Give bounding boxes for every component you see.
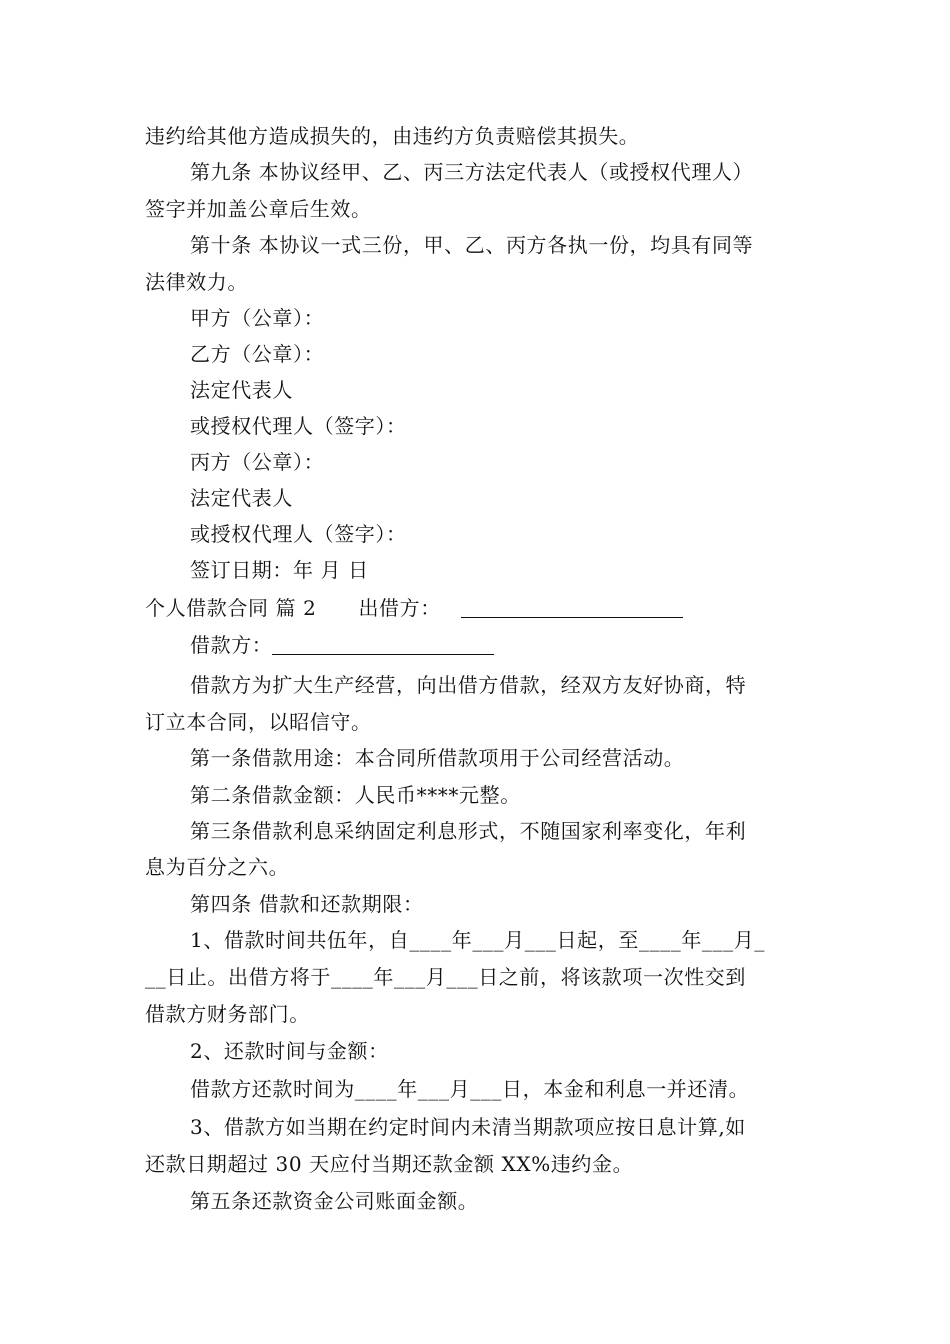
paragraph-line: 借款方还款时间为____年___月___日，本金和利息一并还清。 (190, 1077, 750, 1101)
paragraph-line: 1、借款时间共伍年，自____年___月___日起，至____年___月_ (190, 928, 765, 952)
paragraph-line: 法律效力。 (145, 270, 248, 294)
paragraph-line: 借款方财务部门。 (145, 1002, 310, 1026)
paragraph-line: 借款方为扩大生产经营，向出借方借款，经双方友好协商，特 (190, 673, 747, 697)
paragraph-line: 还款日期超过 30 天应付当期还款金额 XX%违约金。 (145, 1152, 634, 1176)
paragraph-line: 第五条还款资金公司账面金额。 (190, 1189, 479, 1213)
legal-rep-line: 法定代表人 (190, 378, 293, 402)
agent-signature-line: 或授权代理人（签字）： (190, 414, 407, 438)
paragraph-line: __日止。出借方将于____年___月___日之前，将该款项一次性交到 (145, 965, 746, 989)
paragraph-line: 第二条借款金额：人民币****元整。 (190, 783, 521, 807)
lender-blank (461, 597, 683, 618)
paragraph-line: 签字并加盖公章后生效。 (145, 197, 372, 221)
party-a-seal-line: 甲方（公章）： (190, 306, 325, 330)
lender-label: 出借方： (358, 596, 441, 620)
paragraph-line: 第十条 本协议一式三份，甲、乙、丙方各执一份，均具有同等 (190, 233, 754, 257)
borrower-row (190, 627, 494, 663)
section-heading: 个人借款合同 篇 2 (145, 596, 317, 620)
party-c-seal-line: 丙方（公章）： (190, 450, 325, 474)
paragraph-line: 3、借款方如当期在约定时间内未清当期款项应按日息计算,如 (190, 1115, 746, 1139)
paragraph-line: 第一条借款用途：本合同所借款项用于公司经营活动。 (190, 746, 685, 770)
paragraph-line: 违约给其他方造成损失的，由违约方负责赔偿其损失。 (145, 124, 640, 148)
section-heading-row (145, 590, 683, 626)
legal-rep-line: 法定代表人 (190, 486, 293, 510)
borrower-blank (272, 634, 494, 655)
paragraph-line: 息为百分之六。 (145, 855, 290, 879)
agent-signature-line: 或授权代理人（签字）： (190, 522, 407, 546)
paragraph-line: 第四条 借款和还款期限： (190, 892, 424, 916)
party-b-seal-line: 乙方（公章）： (190, 342, 325, 366)
borrower-label: 借款方： (190, 633, 273, 657)
signing-date-line: 签订日期：年 月 日 (190, 558, 369, 582)
paragraph-line: 订立本合同，以昭信守。 (145, 710, 372, 734)
paragraph-line: 2、还款时间与金额： (190, 1039, 389, 1063)
paragraph-line: 第三条借款利息采纳固定利息形式，不随国家利率变化，年利 (190, 819, 747, 843)
paragraph-line: 第九条 本协议经甲、乙、丙三方法定代表人（或授权代理人） (190, 160, 754, 184)
